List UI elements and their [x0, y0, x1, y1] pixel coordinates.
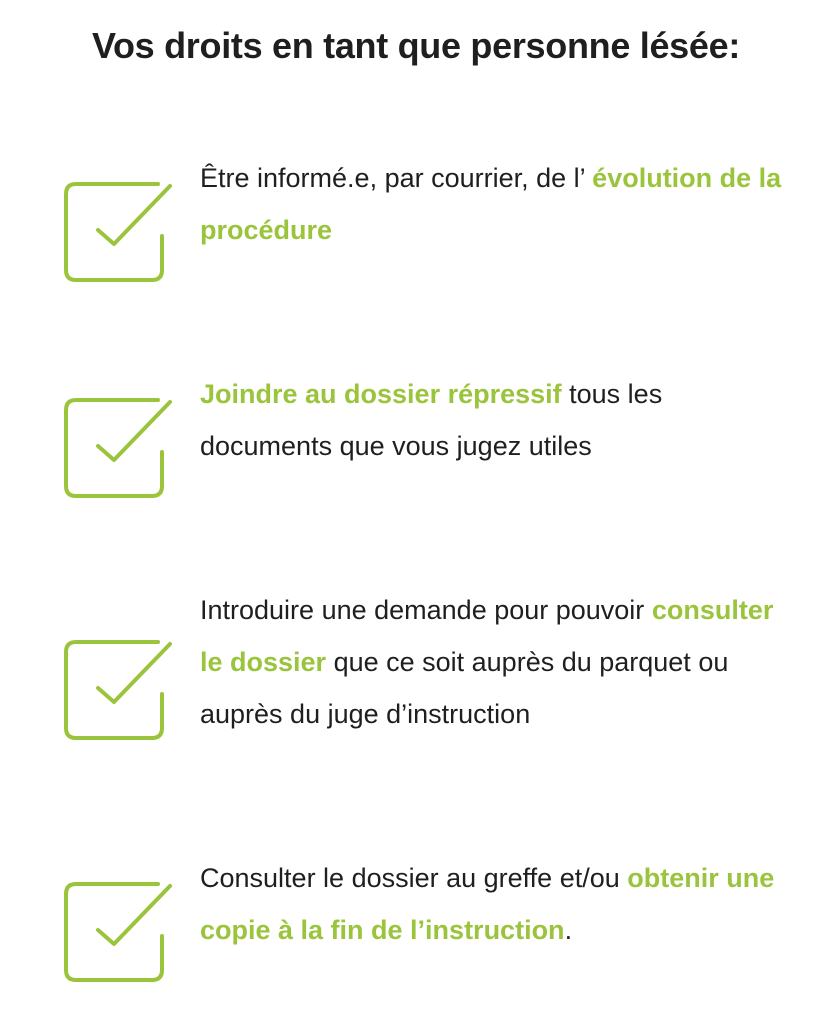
right-text-1 [200, 152, 800, 256]
checkbox-checked-icon [60, 176, 178, 284]
right-text-4-after: . [564, 915, 573, 945]
right-text-1-highlight: évolution de la procédure [200, 163, 782, 245]
right-text-4-before: Consulter le dossier au greffe et/ou [200, 863, 628, 893]
right-text-1-before: Être informé.e, par courrier, de l’ [200, 163, 593, 193]
right-text-2-highlight: Joindre au dossier répressif [200, 379, 562, 409]
right-text-2-after: tous les documents que vous jugez utiles [200, 379, 663, 461]
checkbox-checked-icon [60, 392, 178, 500]
right-text-3-before: Introduire une demande pour pouvoir [200, 595, 652, 625]
page-title: Vos droits en tant que personne lésée: [91, 25, 741, 66]
right-text-3 [200, 584, 800, 740]
right-text-4-highlight: obtenir une copie à la fin de l’instruction [200, 863, 775, 945]
right-text-3-after: que ce soit auprès du parquet ou auprès du juge d’instruction [200, 647, 729, 729]
checkbox-checked-icon [60, 876, 178, 984]
right-text-4 [200, 852, 800, 956]
right-text-3-highlight: consulter le dossier [200, 595, 774, 677]
checkbox-checked-icon [60, 634, 178, 742]
right-text-2 [200, 368, 800, 472]
